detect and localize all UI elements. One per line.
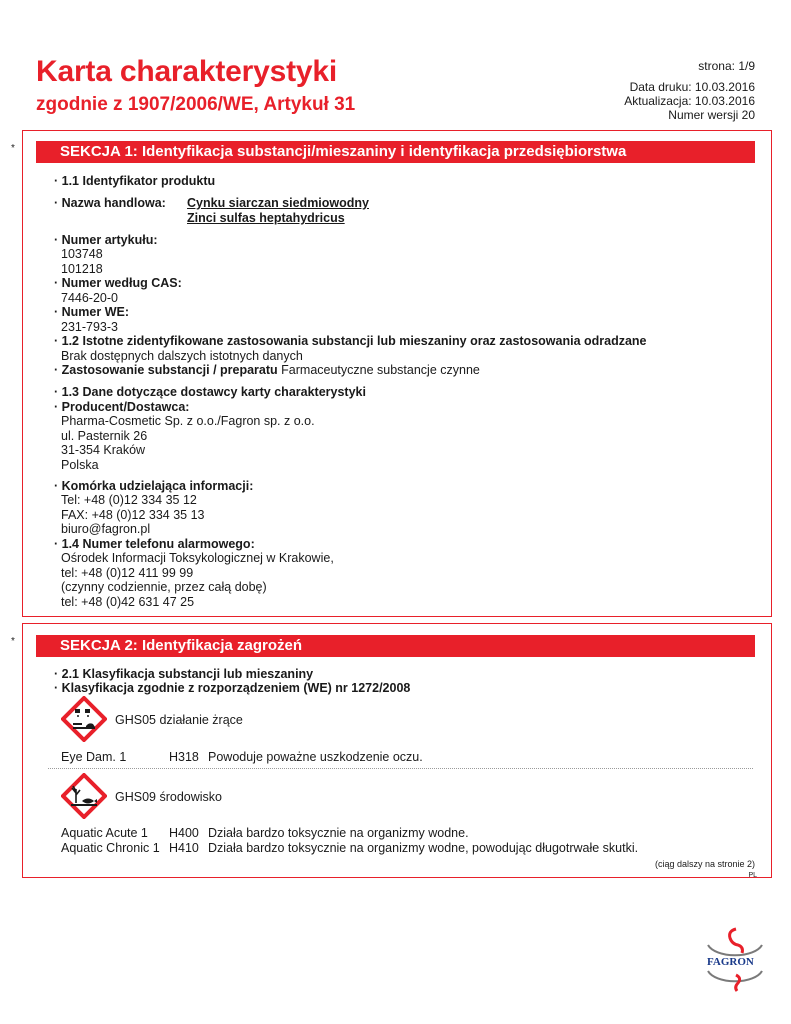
trade-name-value-1: Cynku siarczan siedmiowodny	[187, 196, 369, 210]
section1-change-marker: *	[11, 143, 15, 154]
fagron-logo-text: FAGRON	[707, 956, 754, 968]
emergency-line: tel: +48 (0)42 631 47 25	[61, 595, 195, 609]
ghs05-label: GHS05 działanie żrące	[115, 713, 243, 727]
document-subtitle: zgodnie z 1907/2006/WE, Artykuł 31	[36, 94, 356, 115]
hazard-class: Aquatic Acute 1	[61, 826, 148, 840]
producer-line: 31-354 Kraków	[61, 443, 146, 457]
section1-heading: SEKCJA 1: Identyfikacja substancji/mieszaniny i identyfikacja przedsiębiorstwa	[36, 141, 755, 163]
article-number-2: 101218	[61, 262, 103, 276]
hazard-code: H400	[169, 826, 199, 840]
update-date: Aktualizacja: 10.03.2016	[624, 94, 755, 108]
info-phone: Tel: +48 (0)12 334 35 12	[61, 493, 197, 507]
application-row	[54, 363, 480, 378]
article-number-label: · Numer artykułu:	[54, 233, 158, 247]
page-number: strona: 1/9	[698, 59, 755, 73]
producer-line: ul. Pasternik 26	[61, 429, 148, 443]
hazard-text: Powoduje poważne uszkodzenie oczu.	[208, 750, 423, 764]
language-code: PL	[748, 872, 757, 879]
classification-heading: · 2.1 Klasyfikacja substancji lub mieszaniny	[54, 667, 314, 681]
emergency-phone-label: · 1.4 Numer telefonu alarmowego:	[54, 537, 255, 551]
emergency-line: Ośrodek Informacji Toksykologicznej w Krakowie,	[61, 551, 334, 565]
product-identifier-heading: · 1.1 Identyfikator produktu	[54, 174, 216, 188]
ghs09-label: GHS09 środowisko	[115, 790, 222, 804]
info-contact-label: · Komórka udzielająca informacji:	[54, 479, 254, 493]
regulation-heading: · Klasyfikacja zgodnie z rozporządzeniem (WE) nr 1272/2008	[54, 681, 411, 695]
cas-number-label: · Numer według CAS:	[54, 276, 182, 290]
we-number-label: · Numer WE:	[54, 305, 129, 319]
section2-change-marker: *	[11, 636, 15, 647]
article-number-1: 103748	[61, 247, 103, 261]
version-number: Numer wersji 20	[668, 108, 755, 122]
emergency-line: (czynny codziennie, przez całą dobę)	[61, 580, 267, 594]
hazard-text: Działa bardzo toksycznie na organizmy wodne.	[208, 826, 469, 840]
we-number-value: 231-793-3	[61, 320, 118, 334]
hazard-code: H410	[169, 841, 199, 855]
corrosion-icon	[61, 696, 107, 742]
identified-uses-text: Brak dostępnych dalszych istotnych danych	[61, 349, 303, 363]
hazard-class: Aquatic Chronic 1	[61, 841, 160, 855]
hazard-class: Eye Dam. 1	[61, 750, 127, 764]
environment-icon	[61, 773, 107, 819]
producer-label: · Producent/Dostawca:	[54, 400, 190, 414]
supplier-heading: · 1.3 Dane dotyczące dostawcy karty charakterystyki	[54, 385, 366, 399]
cas-number-value: 7446-20-0	[61, 291, 118, 305]
trade-name-value-2: Zinci sulfas heptahydricus	[187, 211, 345, 225]
producer-line: Polska	[61, 458, 99, 472]
application-label: · Zastosowanie substancji / preparatu	[54, 363, 278, 377]
producer-line: Pharma-Cosmetic Sp. z o.o./Fagron sp. z o.o.	[61, 414, 315, 428]
section2-heading: SEKCJA 2: Identyfikacja zagrożeń	[36, 635, 755, 657]
emergency-line: tel: +48 (0)12 411 99 99	[61, 566, 194, 580]
info-email[interactable]: biuro@fagron.pl	[61, 522, 151, 536]
document-title: Karta charakterystyki	[36, 55, 337, 88]
identified-uses-heading: · 1.2 Istotne zidentyfikowane zastosowania substancji lub mieszaniny oraz zastosowania odradzane	[54, 334, 647, 348]
print-date: Data druku: 10.03.2016	[629, 80, 755, 94]
application-value: Farmaceutyczne substancje czynne	[281, 363, 480, 377]
hazard-text: Działa bardzo toksycznie na organizmy wodne, powodując długotrwałe skutki.	[208, 841, 639, 855]
continued-note: (ciąg dalszy na stronie 2)	[654, 859, 755, 869]
info-fax: FAX: +48 (0)12 334 35 13	[61, 508, 205, 522]
hazard-code: H318	[169, 750, 199, 764]
trade-name-label: · Nazwa handlowa:	[54, 196, 166, 210]
dotted-divider	[48, 768, 753, 769]
